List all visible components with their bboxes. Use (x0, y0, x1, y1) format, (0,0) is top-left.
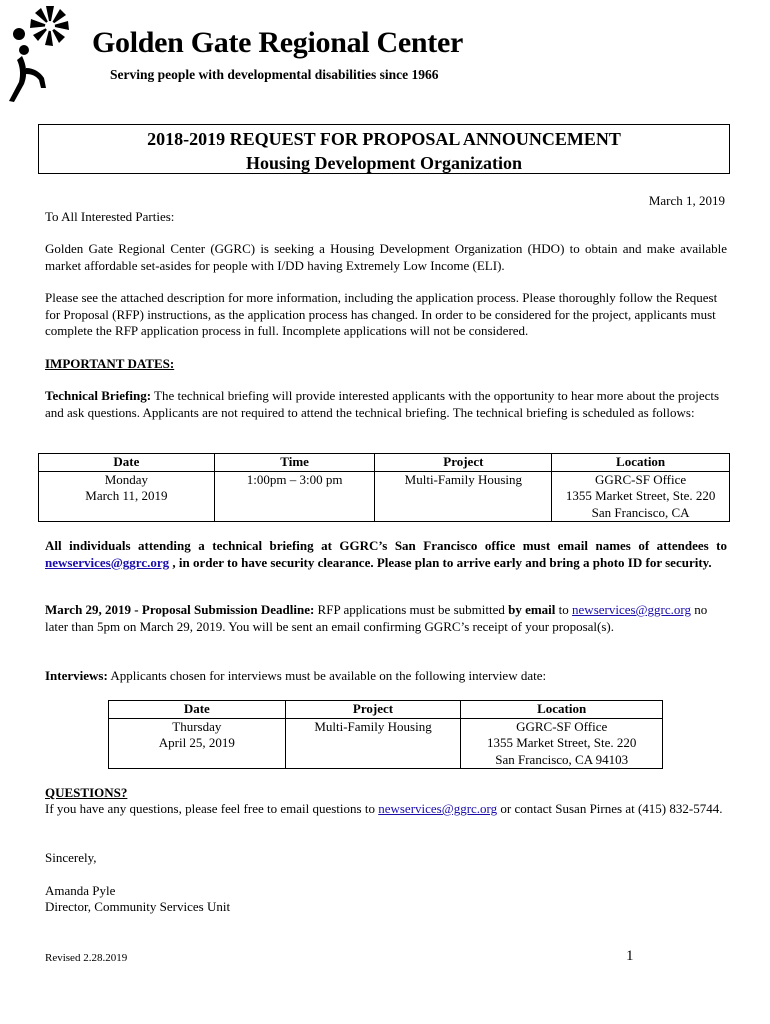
important-dates-heading: IMPORTANT DATES: (45, 356, 175, 371)
interviews-text: Applicants chosen for interviews must be available on the following interview date: (107, 668, 547, 683)
briefing-day: Monday (104, 471, 149, 487)
revision-note: Revised 2.28.2019 (45, 952, 128, 964)
col-date: Date (39, 454, 215, 472)
briefing-label: Technical Briefing: (45, 388, 152, 403)
location-line: San Francisco, CA 94103 (495, 751, 629, 767)
deadline-text: to (555, 602, 573, 617)
org-title: Golden Gate Regional Center (92, 26, 464, 59)
briefing-date-cell (39, 471, 215, 522)
questions-email-link[interactable]: newservices@ggrc.org (378, 801, 498, 816)
intro-paragraph: Golden Gate Regional Center (GGRC) is seeking a Housing Development Organization (HDO) to obtain and make available market affordable set-asides for people with I/DD having Extremely Low Income (ELI). (45, 241, 727, 273)
location-line: GGRC-SF Office (516, 718, 608, 734)
security-email-link[interactable]: newservices@ggrc.org (45, 554, 170, 570)
page-number: 1 (626, 948, 634, 964)
location-line: 1355 Market Street, Ste. 220 (486, 735, 637, 750)
interview-date: April 25, 2019 (158, 735, 235, 750)
security-notice (45, 538, 727, 571)
deadline-paragraph (45, 602, 727, 635)
briefing-table (38, 453, 730, 522)
location-line: San Francisco, CA (591, 504, 690, 520)
interview-location-cell (461, 718, 663, 769)
col-date: Date (109, 701, 286, 719)
signer-title: Director, Community Services Unit (45, 899, 231, 914)
closing: Sincerely, (45, 850, 97, 865)
security-text-end: , in order to have security clearance. Please plan to arrive early and bring a photo ID for security. (169, 554, 712, 570)
rfp-subtitle: Housing Development Organization (245, 153, 522, 173)
briefing-time-cell: 1:00pm – 3:00 pm (214, 471, 375, 522)
briefing-project-cell: Multi-Family Housing (375, 471, 552, 522)
col-location: Location (461, 701, 663, 719)
location-line: 1355 Market Street, Ste. 220 (565, 488, 716, 503)
questions-paragraph (45, 801, 727, 818)
col-project: Project (285, 701, 461, 719)
table-header-row (39, 454, 730, 472)
col-project: Project (375, 454, 552, 472)
interviews-paragraph (45, 668, 727, 685)
deadline-by-email: by email (508, 602, 556, 617)
ggrc-logo-icon (6, 4, 86, 104)
rfp-title: 2018-2019 REQUEST FOR PROPOSAL ANNOUNCEMENT (147, 129, 621, 149)
interviews-label: Interviews: (45, 668, 108, 683)
table-row (39, 471, 730, 522)
signer-name: Amanda Pyle (45, 883, 116, 898)
deadline-email-link[interactable]: newservices@ggrc.org (572, 602, 691, 617)
questions-text-end: or contact Susan Pirnes at (415) 832-5744. (497, 801, 723, 816)
col-time: Time (214, 454, 375, 472)
org-tagline: Serving people with developmental disabilities since 1966 (110, 67, 439, 82)
location-line: GGRC-SF Office (595, 471, 687, 487)
interview-table (108, 700, 663, 769)
deadline-label: March 29, 2019 - Proposal Submission Deadline: (45, 602, 315, 617)
briefing-paragraph (45, 388, 727, 421)
questions-heading: QUESTIONS? (45, 785, 128, 800)
letter-date: March 1, 2019 (648, 193, 725, 208)
interview-project-cell: Multi-Family Housing (285, 718, 461, 769)
table-header-row (109, 701, 663, 719)
deadline-text: RFP applications must be submitted (314, 602, 509, 617)
interview-date-cell (109, 718, 286, 769)
col-location: Location (552, 454, 730, 472)
interview-day: Thursday (172, 718, 222, 734)
questions-text: If you have any questions, please feel free to email questions to (45, 801, 379, 816)
rfp-title-box (38, 124, 730, 174)
security-text: All individuals attending a technical briefing at GGRC’s San Francisco office must email names of attendees to (45, 538, 727, 553)
instructions-paragraph: Please see the attached description for more information, including the application process. Please thoroughly follow the Request for Proposal (RFP) instructions, as the application process has changed. In order to be considered for the project, applicants must complete the RFP application process in full. Incomplete applications will not be considered. (45, 290, 718, 338)
table-row (109, 718, 663, 769)
briefing-date: March 11, 2019 (85, 488, 168, 503)
salutation: To All Interested Parties: (45, 209, 175, 224)
deadline-text: no later than 5pm on March 29, 2019. You will be sent an email confirming GGRC’s receipt of your proposal(s). (45, 602, 708, 634)
briefing-location-cell (552, 471, 730, 522)
briefing-text: The technical briefing will provide interested applicants with the opportunity to hear more about the projects and ask questions. Applicants are not required to attend the technical briefing. The technical briefing is scheduled as follows: (45, 388, 720, 420)
